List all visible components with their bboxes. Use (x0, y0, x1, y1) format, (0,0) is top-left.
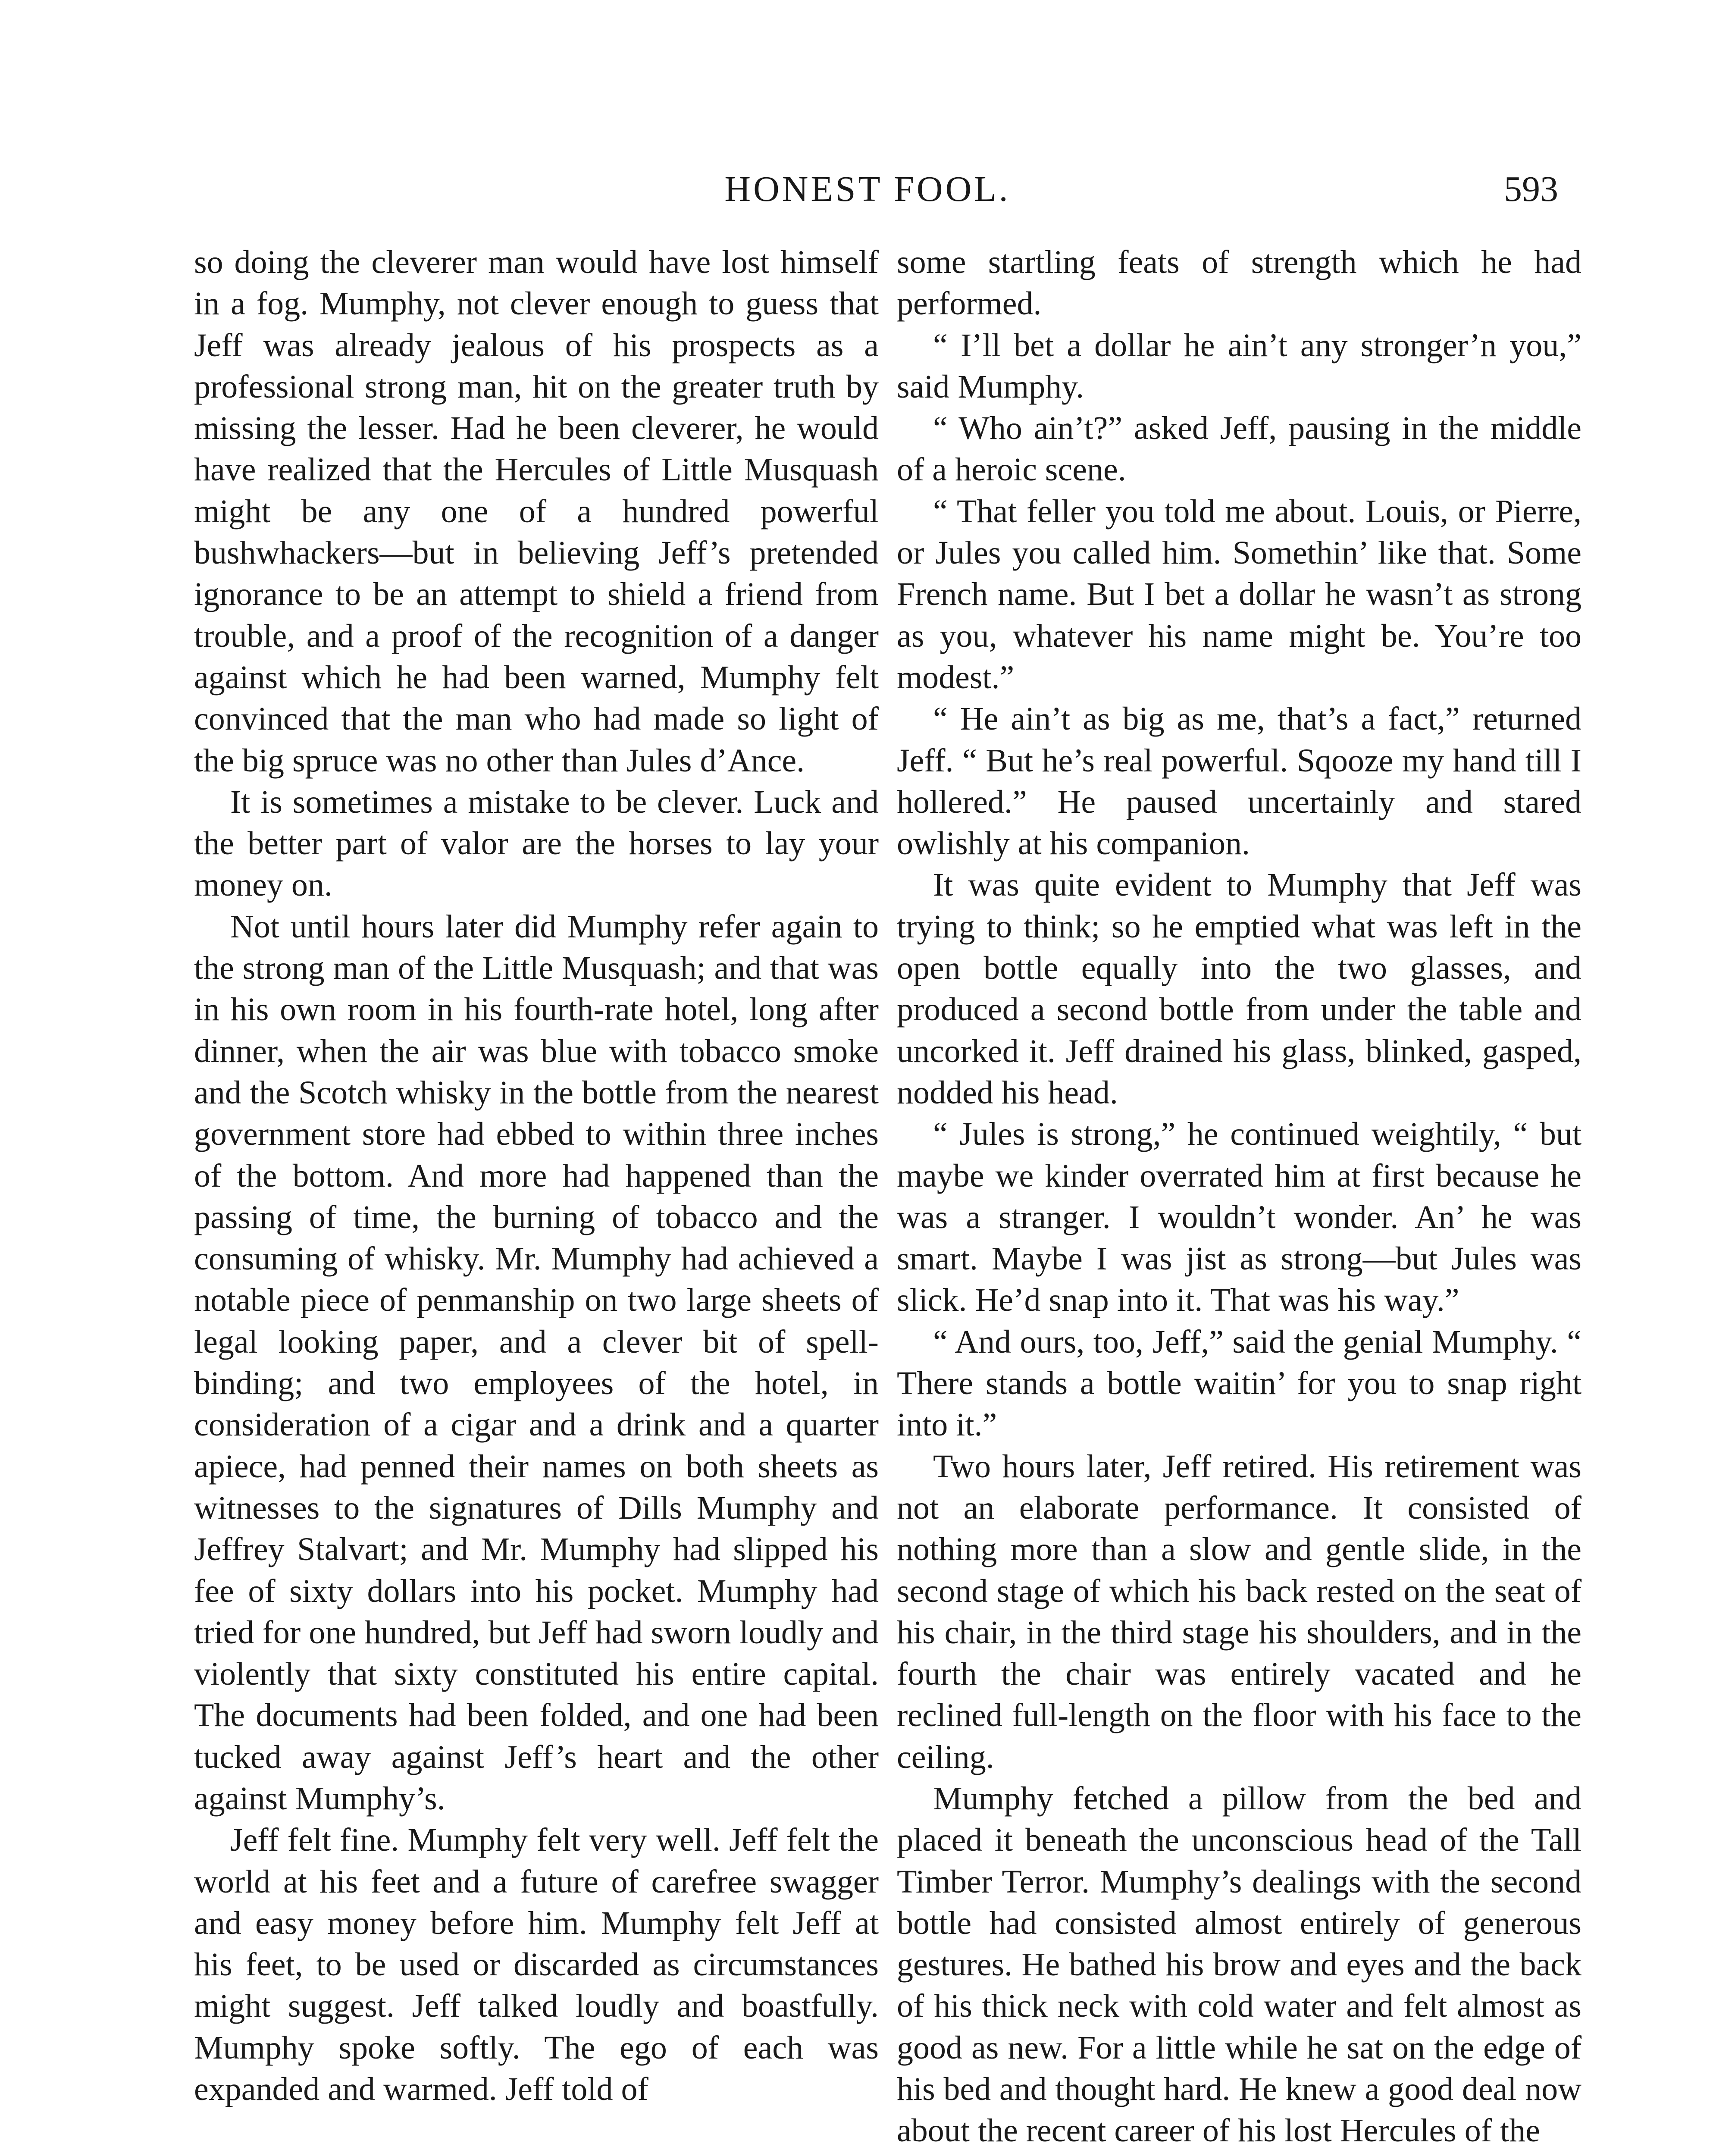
right-column (897, 241, 1582, 2152)
paragraph: Mumphy fetched a pillow from the bed and placed it beneath the unconscious head of the Tall Timber Terror. Mumphy’s dealings with the second bottle had consisted almost entirely of generous gestures. He bathed his brow and eyes and the back of his thick neck with cold water and felt almost as good as new. For a little while he sat on the edge of his bed and thought hard. He knew a good deal now about the recent career of his lost Hercules of the (897, 1780, 1582, 2149)
page-number: 593 (1504, 169, 1558, 209)
running-head: HONEST FOOL. (724, 169, 1011, 209)
paragraph: “ Who ain’t?” asked Jeff, pausing in the middle of a heroic scene. (897, 410, 1582, 488)
page-header (0, 168, 1735, 224)
paragraph: Jeff felt fine. Mumphy felt very well. Jeff felt the world at his feet and a future of carefree swagger and easy money before him. Mumphy felt Jeff at his feet, to be used or discarded as circumstances might suggest. Jeff talked loudly and boastfully. Mumphy spoke softly. The ego of each was expanded and warmed. Jeff told of (194, 1822, 879, 2108)
paragraph: some startling feats of strength which he had performed. (897, 244, 1582, 322)
paragraph: so doing the cleverer man would have lost himself in a fog. Mumphy, not clever enough to guess that Jeff was already jealous of his prospects as a professional strong man, hit on the greater truth by missing the lesser. Had he been cleverer, he would have realized that the Hercules of Little Musquash might be any one of a hundred powerful bushwhackers—but in believing Jeff’s pretended ignorance to be an attempt to shield a friend from trouble, and a proof of the recognition of a danger against which he had been warned, Mumphy felt convinced that the man who had made so light of the big spruce was no other than Jules d’Ance. (194, 244, 879, 779)
paragraph: Not until hours later did Mumphy refer again to the strong man of the Little Musquash; and that was in his own room in his fourth-rate hotel, long after dinner, when the air was blue with tobacco smoke and the Scotch whisky in the bottle from the nearest government store had ebbed to within three inches of the bottom. And more had happened than the passing of time, the burning of tobacco and the consuming of whisky. Mr. Mumphy had achieved a notable piece of penmanship on two large sheets of legal looking paper, and a clever bit of spell-binding; and two employees of the hotel, in consideration of a cigar and a drink and a quarter apiece, had penned their names on both sheets as witnesses to the signatures of Dills Mumphy and Jeffrey Stalvart; and Mr. Mumphy had slipped his fee of sixty dollars into his pocket. Mumphy had tried for one hundred, but Jeff had sworn loudly and violently that sixty constituted his entire capital. The documents had been folded, and one had been tucked away against Jeff’s heart and the other against Mumphy’s. (194, 908, 879, 1817)
paragraph: It was quite evident to Mumphy that Jeff was trying to think; so he emptied what was left in the open bottle equally into the two glasses, and produced a second bottle from under the table and uncorked it. Jeff drained his glass, blinked, gasped, nodded his head. (897, 867, 1582, 1111)
paragraph: “ I’ll bet a dollar he ain’t any stronger’n you,” said Mumphy. (897, 327, 1582, 405)
paragraph: It is sometimes a mistake to be clever. Luck and the better part of valor are the horses to lay your money on. (194, 783, 879, 903)
paragraph: “ And ours, too, Jeff,” said the genial Mumphy. “ There stands a bottle waitin’ for you to snap right into it.” (897, 1323, 1582, 1443)
paragraph: “ He ain’t as big as me, that’s a fact,” returned Jeff. “ But he’s real powerful. Sqooze my hand till I hollered.” He paused uncertainly and stared owlishly at his companion. (897, 701, 1582, 862)
paragraph: “ Jules is strong,” he continued weightily, “ but maybe we kinder overrated him at first because he was a stranger. I wouldn’t wonder. An’ he was smart. Maybe I was jist as strong—but Jules was slick. He’d snap into it. That was his way.” (897, 1116, 1582, 1319)
paragraph: “ That feller you told me about. Louis, or Pierre, or Jules you called him. Somethin’ like that. Some French name. But I bet a dollar he wasn’t as strong as you, whatever his name might be. You’re too modest.” (897, 493, 1582, 696)
paragraph: Two hours later, Jeff retired. His retirement was not an elaborate performance. It consisted of nothing more than a slow and gentle slide, in the second stage of which his back rested on the seat of his chair, in the third stage his shoulders, and in the fourth the chair was entirely vacated and he reclined full-length on the floor with his face to the ceiling. (897, 1448, 1582, 1775)
left-column (194, 241, 879, 2110)
